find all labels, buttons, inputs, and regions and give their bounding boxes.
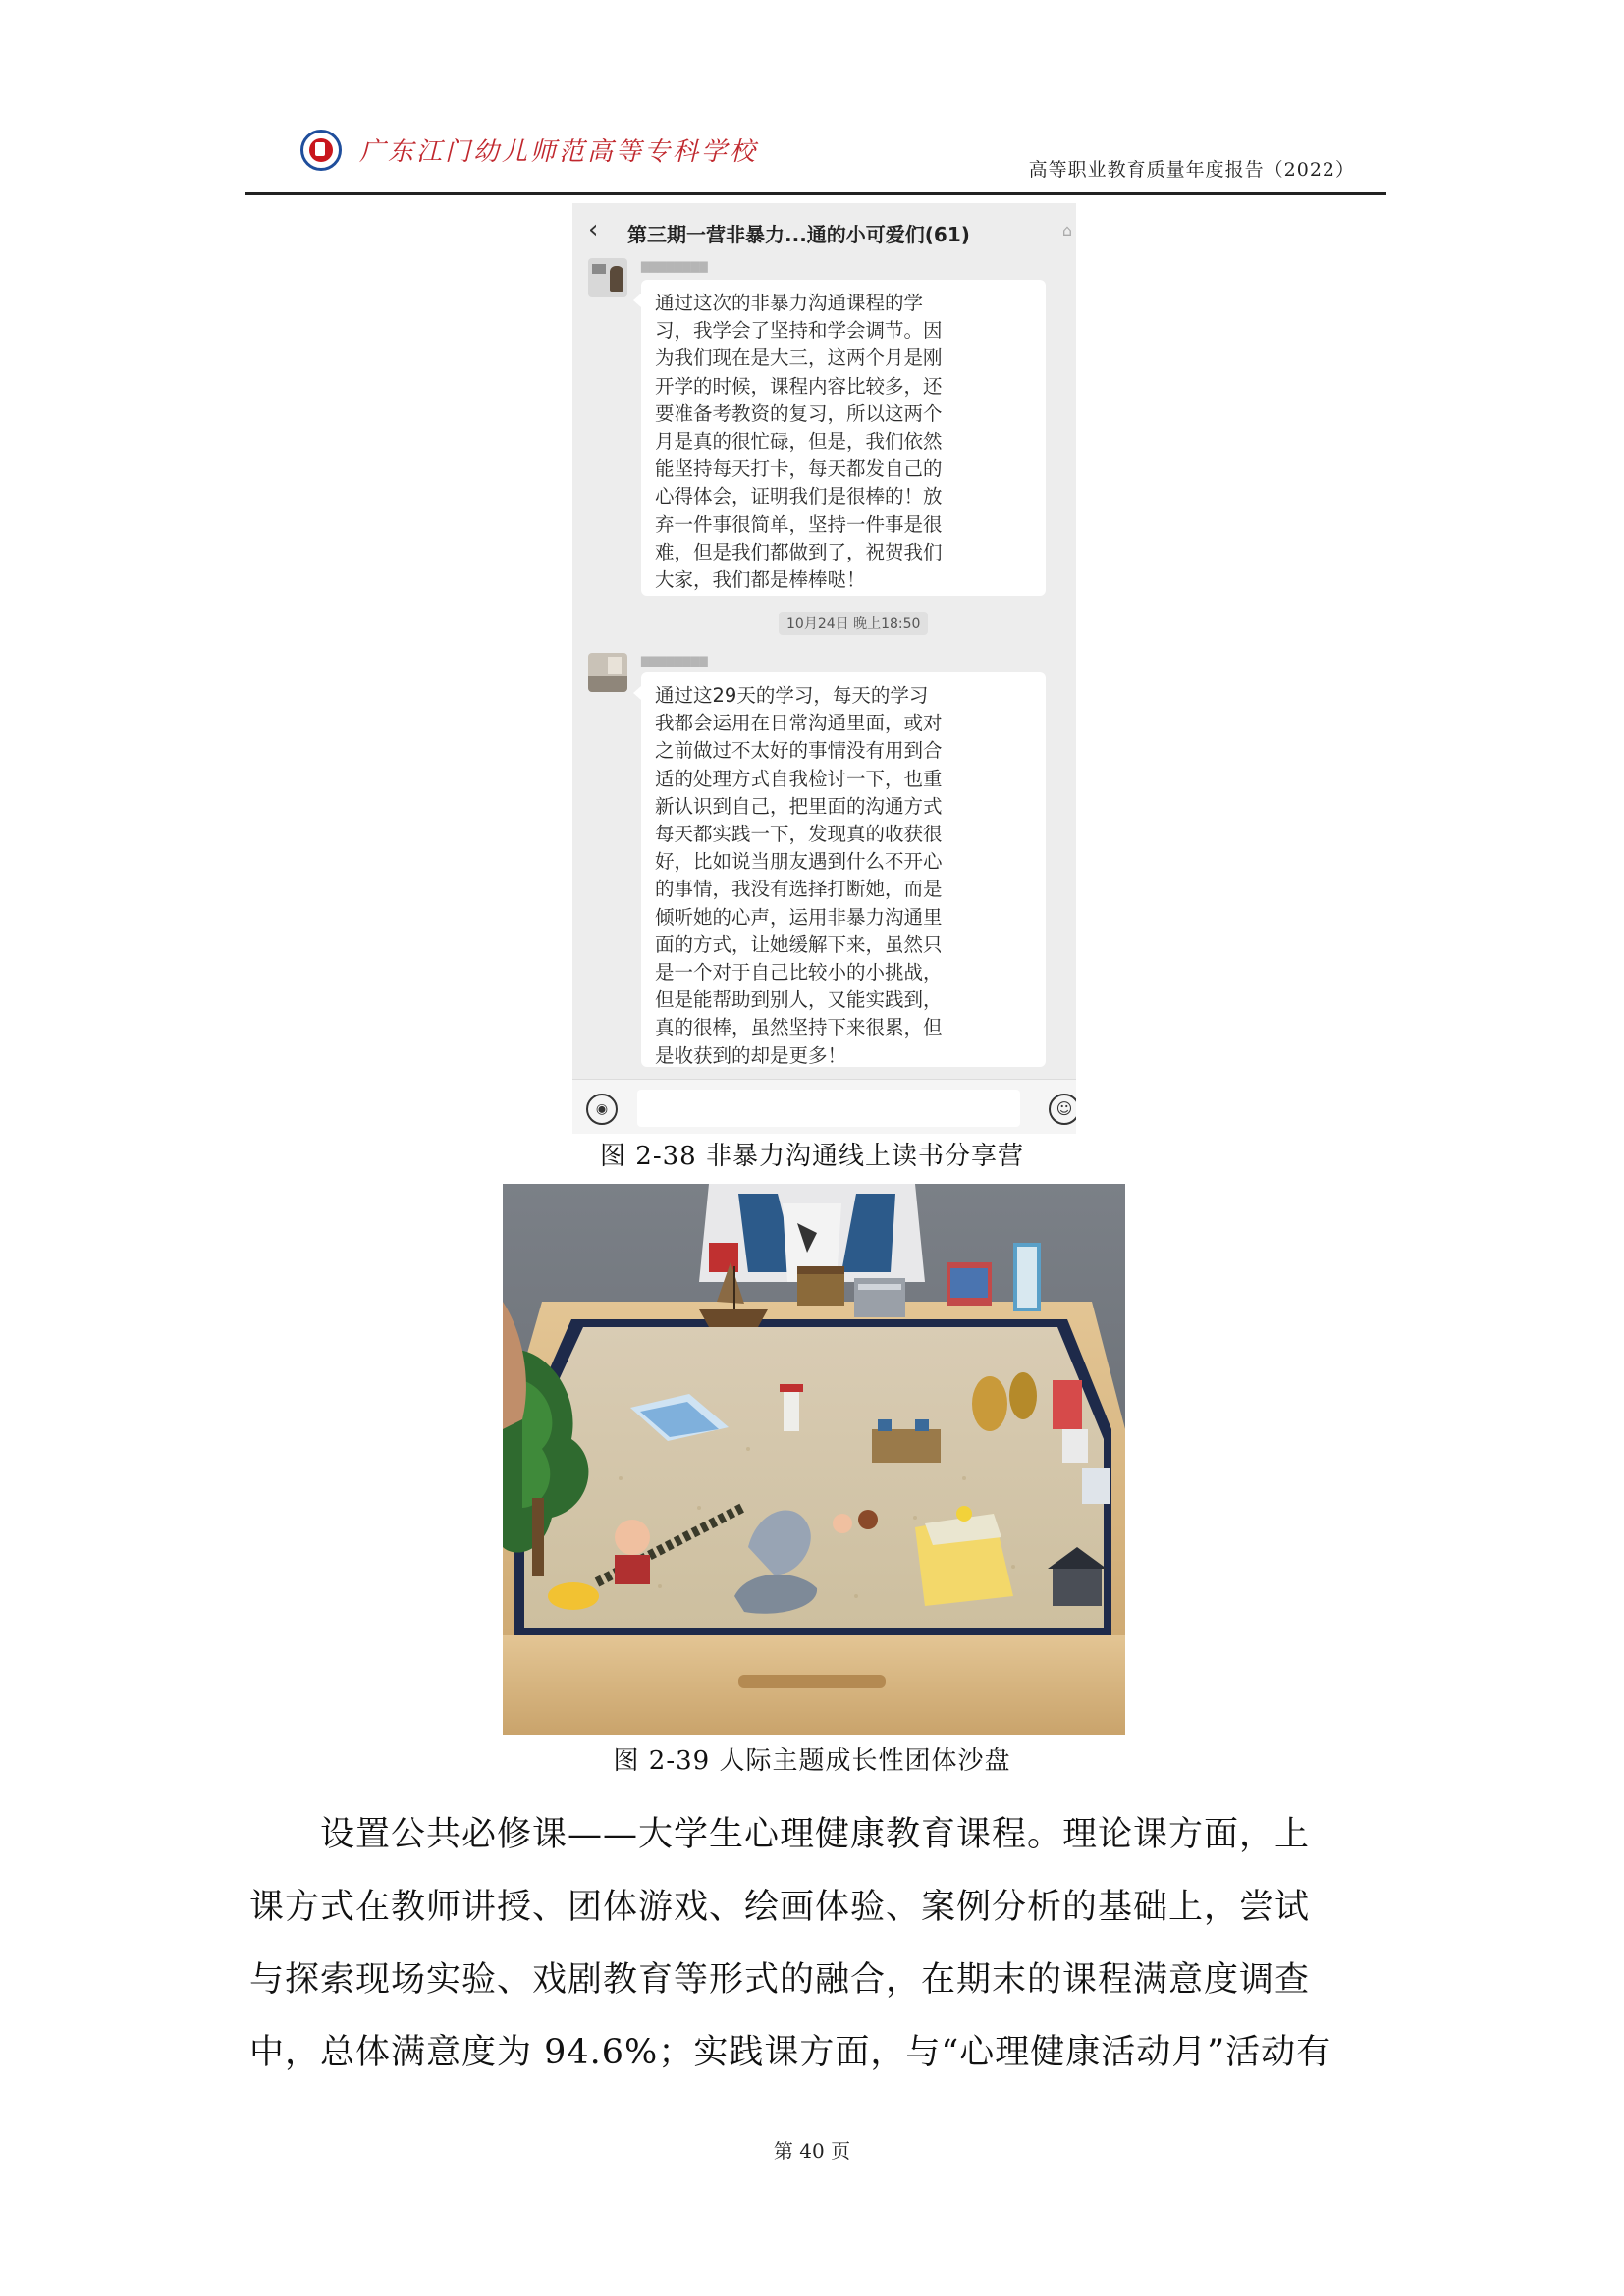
message-line: 面的方式，让她缓解下来，虽然只 (655, 933, 943, 956)
message-line: 习，我学会了坚持和学会调节。因 (655, 319, 943, 343)
message-line: 是收获到的却是更多！ (655, 1043, 847, 1067)
sandplay-photo (503, 1184, 1125, 1735)
avatar[interactable] (588, 258, 627, 297)
avatar[interactable] (588, 653, 627, 692)
message-input[interactable] (637, 1090, 1020, 1127)
message-line: 月是真的很忙碌，但是，我们依然 (655, 430, 943, 454)
message-line: 心得体会，证明我们是很棒的！放 (655, 485, 943, 508)
sender-nickname-blurred: ▇▇▇▇▇▇▇▇ (641, 655, 708, 667)
page-number: 第 40 页 (773, 2139, 851, 2163)
school-name: 广东江门幼儿师范高等专科学校 (359, 137, 759, 167)
chat-screenshot (572, 203, 1076, 1134)
body-line: 课方式在教师讲授、团体游戏、绘画体验、案例分析的基础上，尝试 (249, 1888, 1311, 1927)
message-line: 但是能帮助到别人，又能实践到， (655, 988, 943, 1012)
figure-caption-2-39: 图 2-39 人际主题成长性团体沙盘 (613, 1746, 1011, 1776)
message-line: 适的处理方式自我检讨一下，也重 (655, 767, 943, 790)
chat-timestamp: 10月24日 晚上18:50 (779, 612, 928, 635)
page-header (245, 118, 1386, 195)
message-line: 通过这次的非暴力沟通课程的学 (655, 292, 924, 314)
sender-nickname-blurred: ▇▇▇▇▇▇▇▇ (641, 260, 708, 273)
chevron-left-icon[interactable]: ‹ (588, 215, 599, 244)
message-line: 之前做过不太好的事情没有用到合 (655, 739, 943, 763)
message-line: 难，但是我们都做到了，祝贺我们 (655, 540, 943, 563)
chat-group-title: 第三期一营非暴力...通的小可爱们(61) (627, 223, 970, 246)
message-line: 新认识到自己，把里面的沟通方式 (655, 794, 943, 818)
message-line: 为我们现在是大三，这两个月是刚 (655, 347, 943, 370)
body-line: 与探索现场实验、戏剧教育等形式的融合，在期末的课程满意度调查 (249, 1960, 1311, 2000)
message-line: 大家，我们都是棒棒哒！ (655, 568, 866, 592)
message-line: 倾听她的心声，运用非暴力沟通里 (655, 905, 943, 929)
body-line: 设置公共必修课——大学生心理健康教育课程。理论课方面，上 (320, 1815, 1311, 1854)
message-line: 我都会运用在日常沟通里面，或对 (655, 712, 943, 735)
figure-caption-2-38: 图 2-38 非暴力沟通线上读书分享营 (600, 1142, 1024, 1171)
message-line: 是一个对于自己比较小的小挑战， (655, 961, 943, 985)
body-line: 中，总体满意度为 94.6%；实践课方面，与“心理健康活动月”活动有 (249, 2033, 1332, 2072)
message-line: 弃一件事很简单，坚持一件事是很 (655, 512, 943, 536)
chat-message-2 (641, 672, 1046, 1067)
message-line: 开学的时候，课程内容比较多，还 (655, 374, 943, 398)
message-line: 的事情，我没有选择打断她，而是 (655, 878, 943, 901)
school-logo-icon (300, 130, 342, 171)
message-line: 能坚持每天打卡，每天都发自己的 (655, 457, 943, 481)
voice-icon[interactable]: ◉ (586, 1094, 618, 1125)
message-line: 真的很棒，虽然坚持下来很累，但 (655, 1016, 943, 1040)
emoji-icon[interactable]: ☺ (1049, 1094, 1076, 1125)
report-title: 高等职业教育质量年度报告（2022） (1028, 159, 1355, 181)
message-line: 好，比如说当朋友遇到什么不开心 (655, 850, 943, 874)
chat-titlebar (572, 203, 1076, 256)
message-line: 要准备考教资的复习，所以这两个 (655, 401, 943, 425)
more-icon[interactable]: ⌂ (1061, 221, 1072, 240)
body-paragraph (249, 1798, 1388, 2089)
chat-input-bar (572, 1079, 1076, 1134)
message-line: 通过这29天的学习，每天的学习 (655, 684, 929, 707)
chat-message-1 (641, 280, 1046, 596)
sandplay-image (503, 1184, 1125, 1735)
message-line: 每天都实践一下，发现真的收获很 (655, 823, 943, 846)
